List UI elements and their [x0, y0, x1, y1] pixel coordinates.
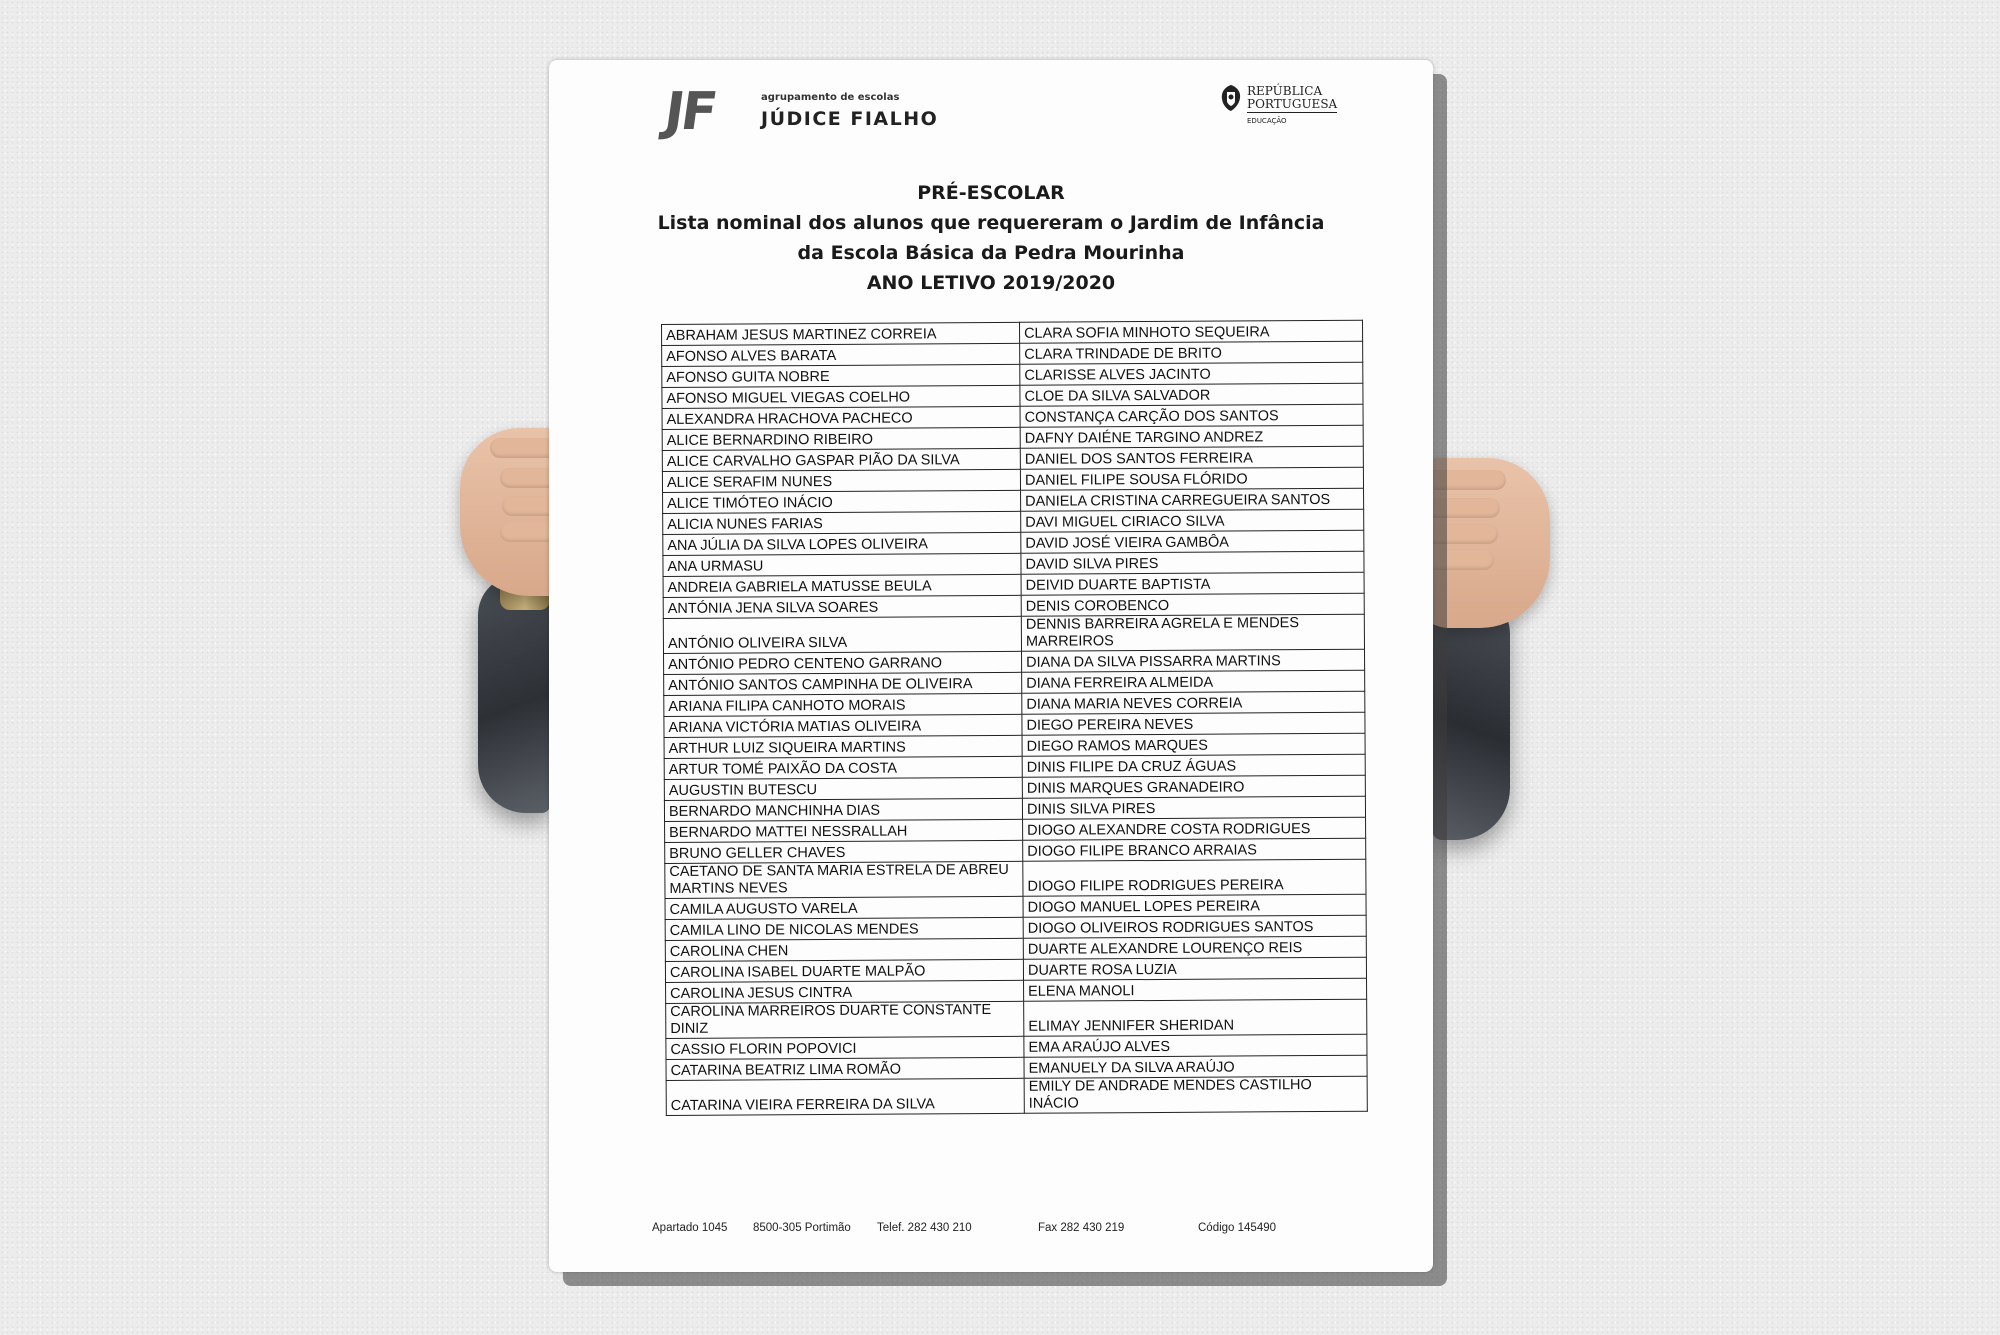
student-name-right: DIOGO FILIPE RODRIGUES PEREIRA [1023, 859, 1366, 896]
student-name-right: CLARA SOFIA MINHOTO SEQUEIRA [1019, 320, 1362, 343]
student-names-table [661, 320, 1368, 1116]
title-line-4: ANO LETIVO 2019/2020 [866, 272, 1116, 294]
student-name-right: DIOGO ALEXANDRE COSTA RODRIGUES [1023, 817, 1366, 840]
title-line-2: Lista nominal dos alunos que requereram o Jardim de Infância [657, 212, 1325, 234]
student-name-left: CAROLINA ISABEL DUARTE MALPÃO [665, 959, 1023, 982]
title-line-1: PRÉ-ESCOLAR [917, 182, 1065, 204]
student-name-right: EMANUELY DA SILVA ARAÚJO [1024, 1055, 1367, 1078]
student-name-left: ALICE CARVALHO GASPAR PIÃO DA SILVA [662, 448, 1020, 471]
student-name-left: ALICE SERAFIM NUNES [662, 469, 1020, 492]
school-name: JÚDICE FIALHO [761, 108, 939, 130]
footer-address: Apartado 1045 [652, 1222, 728, 1234]
student-name-right: DAVI MIGUEL CIRIACO SILVA [1021, 509, 1364, 532]
student-name-left: CAROLINA MARREIROS DUARTE CONSTANTE DINIZ [666, 1001, 1024, 1038]
student-name-left: ARTUR TOMÉ PAIXÃO DA COSTA [664, 756, 1022, 779]
student-name-left: ARIANA FILIPA CANHOTO MORAIS [664, 693, 1022, 716]
school-group-label: agrupamento de escolas [761, 92, 900, 103]
table-row [666, 1076, 1367, 1115]
student-name-right: DIANA FERREIRA ALMEIDA [1022, 670, 1365, 693]
student-name-left: ALICE TIMÓTEO INÁCIO [663, 490, 1021, 513]
student-name-left: ANTÓNIA JENA SILVA SOARES [663, 595, 1021, 618]
student-name-left: ALEXANDRA HRACHOVA PACHECO [662, 406, 1020, 429]
student-name-left: ANTÓNIO SANTOS CAMPINHA DE OLIVEIRA [664, 672, 1022, 695]
education-label: EDUCAÇÃO [1247, 117, 1287, 125]
student-name-left: BERNARDO MATTEI NESSRALLAH [665, 819, 1023, 842]
student-names-body [662, 320, 1368, 1115]
student-name-right: CLARISSE ALVES JACINTO [1020, 362, 1363, 385]
student-name-right: DUARTE ALEXANDRE LOURENÇO REIS [1023, 936, 1366, 959]
student-name-left: AFONSO ALVES BARATA [662, 343, 1020, 366]
government-logo [1219, 82, 1339, 132]
footer-code: Código 145490 [1198, 1222, 1277, 1234]
student-name-right: CLOE DA SILVA SALVADOR [1020, 383, 1363, 406]
student-name-right: CONSTANÇA CARÇÃO DOS SANTOS [1020, 404, 1363, 427]
student-name-right: DAFNY DAIÉNE TARGINO ANDREZ [1020, 425, 1363, 448]
school-logo [660, 82, 985, 142]
table-row [666, 999, 1367, 1038]
republic-emblem-icon [1219, 84, 1243, 112]
poster-sheet [549, 60, 1433, 1272]
student-name-right: DIANA MARIA NEVES CORREIA [1022, 691, 1365, 714]
student-name-right: DUARTE ROSA LUZIA [1023, 957, 1366, 980]
student-name-right: DIOGO FILIPE BRANCO ARRAIAS [1023, 838, 1366, 861]
document-title [549, 178, 1433, 298]
student-name-right: DANIEL FILIPE SOUSA FLÓRIDO [1020, 467, 1363, 490]
student-name-left: BRUNO GELLER CHAVES [665, 840, 1023, 863]
footer-fax: Fax 282 430 219 [1038, 1222, 1125, 1234]
student-name-left: AFONSO MIGUEL VIEGAS COELHO [662, 385, 1020, 408]
student-name-left: CATARINA VIEIRA FERREIRA DA SILVA [666, 1078, 1024, 1115]
student-name-right: DAVID SILVA PIRES [1021, 551, 1364, 574]
student-name-right: DIOGO OLIVEIROS RODRIGUES SANTOS [1023, 915, 1366, 938]
student-name-right: DINIS SILVA PIRES [1022, 796, 1365, 819]
student-name-left: ANTÓNIO PEDRO CENTENO GARRANO [664, 651, 1022, 674]
republic-label: REPÚBLICA [1247, 84, 1323, 98]
jf-logo-mark: JF [660, 82, 719, 142]
student-name-left: CAETANO DE SANTA MARIA ESTRELA DE ABREU MARTINS NEVES [665, 861, 1023, 898]
table-row [663, 614, 1364, 653]
student-name-right: CLARA TRINDADE DE BRITO [1020, 341, 1363, 364]
student-name-right: DINIS MARQUES GRANADEIRO [1022, 775, 1365, 798]
student-name-left: ANDREIA GABRIELA MATUSSE BEULA [663, 574, 1021, 597]
student-name-left: CAROLINA CHEN [665, 938, 1023, 961]
student-name-right: DIEGO RAMOS MARQUES [1022, 733, 1365, 756]
student-name-right: DENIS COROBENCO [1021, 593, 1364, 616]
student-name-left: ANA URMASU [663, 553, 1021, 576]
student-name-right: DIOGO MANUEL LOPES PEREIRA [1023, 894, 1366, 917]
student-name-left: ARTHUR LUIZ SIQUEIRA MARTINS [664, 735, 1022, 758]
footer-postal: 8500-305 Portimão [753, 1222, 851, 1234]
student-name-right: DIEGO PEREIRA NEVES [1022, 712, 1365, 735]
student-name-right: DANIELA CRISTINA CARREGUEIRA SANTOS [1021, 488, 1364, 511]
student-name-left: ALICIA NUNES FARIAS [663, 511, 1021, 534]
student-name-right: DEIVID DUARTE BAPTISTA [1021, 572, 1364, 595]
left-arm [478, 575, 550, 813]
student-name-left: ANTÓNIO OLIVEIRA SILVA [663, 616, 1021, 653]
student-name-left: AFONSO GUITA NOBRE [662, 364, 1020, 387]
student-name-right: EMILY DE ANDRADE MENDES CASTILHO INÁCIO [1024, 1076, 1367, 1113]
student-name-right: DIANA DA SILVA PISSARRA MARTINS [1022, 649, 1365, 672]
student-name-right: EMA ARAÚJO ALVES [1024, 1034, 1367, 1057]
student-name-right: DANIEL DOS SANTOS FERREIRA [1020, 446, 1363, 469]
footer-phone: Telef. 282 430 210 [877, 1222, 972, 1234]
student-name-right: ELIMAY JENNIFER SHERIDAN [1024, 999, 1367, 1036]
student-name-left: CASSIO FLORIN POPOVICI [666, 1036, 1024, 1059]
table-row [665, 859, 1366, 898]
student-name-left: CATARINA BEATRIZ LIMA ROMÃO [666, 1057, 1024, 1080]
student-name-left: ABRAHAM JESUS MARTINEZ CORREIA [662, 322, 1020, 345]
student-name-left: ARIANA VICTÓRIA MATIAS OLIVEIRA [664, 714, 1022, 737]
student-name-left: CAROLINA JESUS CINTRA [666, 980, 1024, 1003]
student-name-left: CAMILA AUGUSTO VARELA [665, 896, 1023, 919]
title-line-3: da Escola Básica da Pedra Mourinha [797, 242, 1185, 264]
portuguesa-label: PORTUGUESA [1247, 97, 1338, 111]
student-name-right: DAVID JOSÉ VIEIRA GAMBÔA [1021, 530, 1364, 553]
student-name-left: CAMILA LINO DE NICOLAS MENDES [665, 917, 1023, 940]
student-name-left: AUGUSTIN BUTESCU [664, 777, 1022, 800]
student-name-left: BERNARDO MANCHINHA DIAS [664, 798, 1022, 821]
student-name-right: DENNIS BARREIRA AGRELA E MENDES MARREIROS [1021, 614, 1364, 651]
student-name-left: ANA JÚLIA DA SILVA LOPES OLIVEIRA [663, 532, 1021, 555]
student-name-left: ALICE BERNARDINO RIBEIRO [662, 427, 1020, 450]
student-name-right: DINIS FILIPE DA CRUZ ÁGUAS [1022, 754, 1365, 777]
student-name-right: ELENA MANOLI [1024, 978, 1367, 1001]
